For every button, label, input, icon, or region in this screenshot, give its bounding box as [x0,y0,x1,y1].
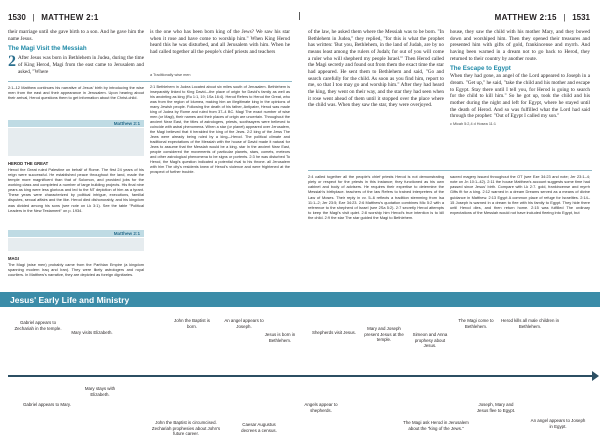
timeline-event: Gabriel appears to Zechariah in the temple. [14,320,62,331]
timeline-arrow-icon [592,371,599,381]
left-col-2 [150,29,290,56]
timeline-event: Simeon and Anna prophesy about Jesus. [412,332,448,348]
right-col-2-text: house, they saw the child with his mother Mary, and they bowed down and worshiped him. Then they opened their treasures and presented him with gifts of gold, frankincense and myrrh. And having been warned in a dream not to go back to Herod, they returned to their country by another route. [450,29,590,62]
study-note-right-col-2: sacred magery issued throughout the OT (see Eze 34:23 and note; Jer 23:1–4; note on Jn 10:1–42). 2:11 the house Matthew's account suggests some time had passed since Jesus' birth. Compare with Lk 2:7. gold, frankincense and myrrh Gifts fit for a king. 2:12 warned in a dream Dreams served as a means of divine guidance in Matthew. 2:13 Egypt A common place of refuge for Israelites. 2:14–15 Joseph is warned in a dream to flee with his family to Egypt. They hide there until Herod dies, and then return home. 2:15 was fulfilled The ordinary expectations of the Messiah would not have included fleeing into Egypt, but [450,174,590,216]
left-book-header: MATTHEW 2:1 [41,13,99,22]
timeline-event: Herod kills all male children in Bethlehem. [500,318,560,329]
left-page-number: 1530 [8,13,26,22]
timeline-event: The Magi ask Herod in Jerusalem about the "king of the Jews." [403,420,469,431]
left-col-2-text: is the one who has been born king of the Jews? We saw his star when it rose and have come to worship him." When King Herod heard this he was disturbed, and all Jerusalem with him. When he had called together all the people's chief priests and teachers [150,29,290,55]
section-heading-egypt: The Escape to Egypt [450,65,511,73]
timeline-event: Jesus is born in Bethlehem. [264,332,296,343]
timeline-event: John the Baptist is circumcised. Zechariah prophesies about John's future career. [151,420,221,436]
timeline-event: Mary stays with Elizabeth. [84,386,116,397]
chapter-number: 2 [8,53,16,71]
article-herod [8,158,144,213]
right-book-header: MATTHEW 2:15 [494,13,557,22]
article-box-label-2: Matthew 2:1 [8,230,144,237]
text-rule [8,81,292,82]
timeline-event: The Magi come to Bethlehem. [458,318,494,329]
timeline-event: Mary visits Elizabeth. [71,330,113,335]
article-image-placeholder [8,128,144,156]
right-col-1-text: of the law, he asked them where the Messiah was to be born. "In Bethlehem in Judea," they replied, "for this is what the prophet has written: 'But you, Bethlehem, in the land of Judah, are by no means least among the rulers of Judah; for out of you will come a ruler who will shepherd my people Israel.'" Then Herod called the Magi secretly and found out from them the exact time the star had appeared. He sent them to Bethlehem and said, "Go and search carefully for the child. As soon as you find him, report to me, so that I too may go and worship him." After they had heard the king, they went on their way, and the star they had seen when it rose went ahead of them until it stopped over the place where the child was. When they saw the star, they were overjoyed. [308,29,444,109]
timeline-event: An angel appears to Joseph. [224,318,264,329]
right-col-1 [308,29,444,109]
term-magi: MAGI [8,256,19,261]
left-page-header: 1530 | MATTHEW 2:1 [8,13,99,22]
timeline-title: Jesus' Early Life and Ministry [0,292,600,307]
timeline-event: An angel appears to Joseph in Egypt. [530,418,586,429]
right-footnotes: c Micah 5:2,4 d Hosea 11:1 [450,121,496,126]
right-col-2-text-b: When they had gone, an angel of the Lord appeared to Joseph in a dream. "Get up," he said, "take the child and his mother and escape to Egypt. Stay there until I tell you, for Herod is going to search for the child to kill him." So he got up, took the child and his mother during the night and left for Egypt, where he stayed until the death of Herod. And so was fulfilled what the Lord had said through the prophet: "Out of Egypt I called my son." [450,73,590,120]
article-image-placeholder-2 [8,238,144,251]
term-herod-text: Herod the Great ruled Palestine on behalf of Rome. The first 24 years of his reign were successful. He established peace throughout the land, made the temple more magnificent than that of Solomon, and provided jobs for the working class and completed a number of large building projects. His final nine years as king were less glorious and led to the NT depiction of him as a tyrant. These years were characterized by political intrigue, executions, familial disputes, sexual affairs and the like. Herod died dishonorably, and his kingdom was divided among his sons (see note on Lk 3:1). See the table "Political Leaders in the New Testament" on p. 1934. [8,166,144,213]
study-note-2-1-12: 2:1–12 Matthew continues his narrative of Jesus' birth by introducing the wise men from the east and their appearance in Jerusalem. Upon hearing about their arrival, Herod questions them to get information about the Christ-child. [8,85,144,101]
left-footnote: a Traditionally wise men [150,73,191,77]
timeline-event: Angels appear to shepherds. [304,402,338,413]
intro-text: their marriage until she gave birth to a son. And he gave him the name Jesus. [8,29,144,42]
verse-2-1 [8,55,144,75]
timeline-axis [8,375,592,377]
verse-2-1-text: After Jesus was born in Bethlehem in Judea, during the time of King Herod, Magi from the east came to Jerusalem and asked, "Where [18,55,144,75]
section-heading-magi: The Magi Visit the Messiah [8,45,87,53]
timeline-event: Gabriel appears to Mary. [23,402,71,407]
study-note-right-column: 2:1 Bethlehem in Judea Located about six miles south of Jerusalem. Bethlehem is inseparably linked to King David—the place of origin for David's family as well as his anointing as king (Ru 1:1, 19; 1Sa 16:4). Herod Refers to Herod the Great, who was from the region of Idumea, making him an illegitimate king in the opinions of many Jewish people. Following the death of his father, Antipater, Herod was made king of Judea by Rome and ruled from 37–4 BC. Magi The exact number of wise men (or Magi), their names and their places of origin are uncertain. Throughout the ancient Near East, the titles of astrologers, priests, soothsayers were believed to coincide with astral phenomena. When a star (or planet) appeared over Jerusalem, the Magi believed that it heralded the king of the Jews. 2:2 king of the Jews The Jews were already being ruled by a king—Herod. The political climate and traditional expectations of the Messiah with the house of David made it natural for Jews to assume that the Messiah would be a king. star In the ancient Near East, people considered the movements of particular planets, stars, comets, meteors and other astrological phenomena to be signs or portents. 2:3 he was disturbed To Herod, the Magi's question indicated a potential rival to his throne. all Jerusalem with him The city's residents knew of Herod's violence and were frightened at the prospect of further trouble. [150,85,290,174]
timeline-event: Mary and Joseph present Jesus at the temple. [364,326,404,342]
article-magi [8,253,144,277]
right-page-header: MATTHEW 2:15 | 1531 [494,13,590,22]
right-col-2 [450,29,590,127]
timeline-event: Joseph, Mary and Jesus flee to Egypt. [476,402,516,413]
timeline-event: Caesar Augustus decrees a census. [241,422,277,433]
timeline-event: Shepherds visit Jesus. [312,330,356,335]
timeline [0,292,600,444]
article-box-label: Matthew 2:1 [8,120,144,127]
left-col-1 [8,29,144,75]
term-herod: HEROD THE GREAT [8,161,49,166]
right-text-rule [308,170,592,171]
study-note-right-col-1: 2:4 called together all the people's chief priests Herod is not demonstrating piety or respect for the priests in this instance; they functioned as his own cabinet and body of advisers. He requires their expertise to determine the Messiah's birthplace. teachers of the law Refers to trained interpreters of the Law of Moses. Their reply in vv. 5–6 reflects a tradition stemming from Isa 11:1–2; Jer 23:5; Eze 34:23. 2:6 Matthew's quotation combines Mic 5:2 with a reference to the shepherd of Israel (see 2Sa 5:2). 2:7 secretly Herod attempts to keep the Magi's visit quiet. 2:8 worship him Herod's true intention is to kill the child. 2:9 the star The star guided the Magi to Bethlehem. [308,174,444,221]
term-magi-text: The Magi (wise men) probably came from the Parthian Empire (a kingdom spanning modern Iraq and Iran). They were likely astrologers and royal courtiers. In Matthew's narrative, they are depicted as foreign dignitaries. [8,261,144,277]
timeline-event: John the Baptist is born. [174,318,210,329]
right-page-number: 1531 [572,13,590,22]
